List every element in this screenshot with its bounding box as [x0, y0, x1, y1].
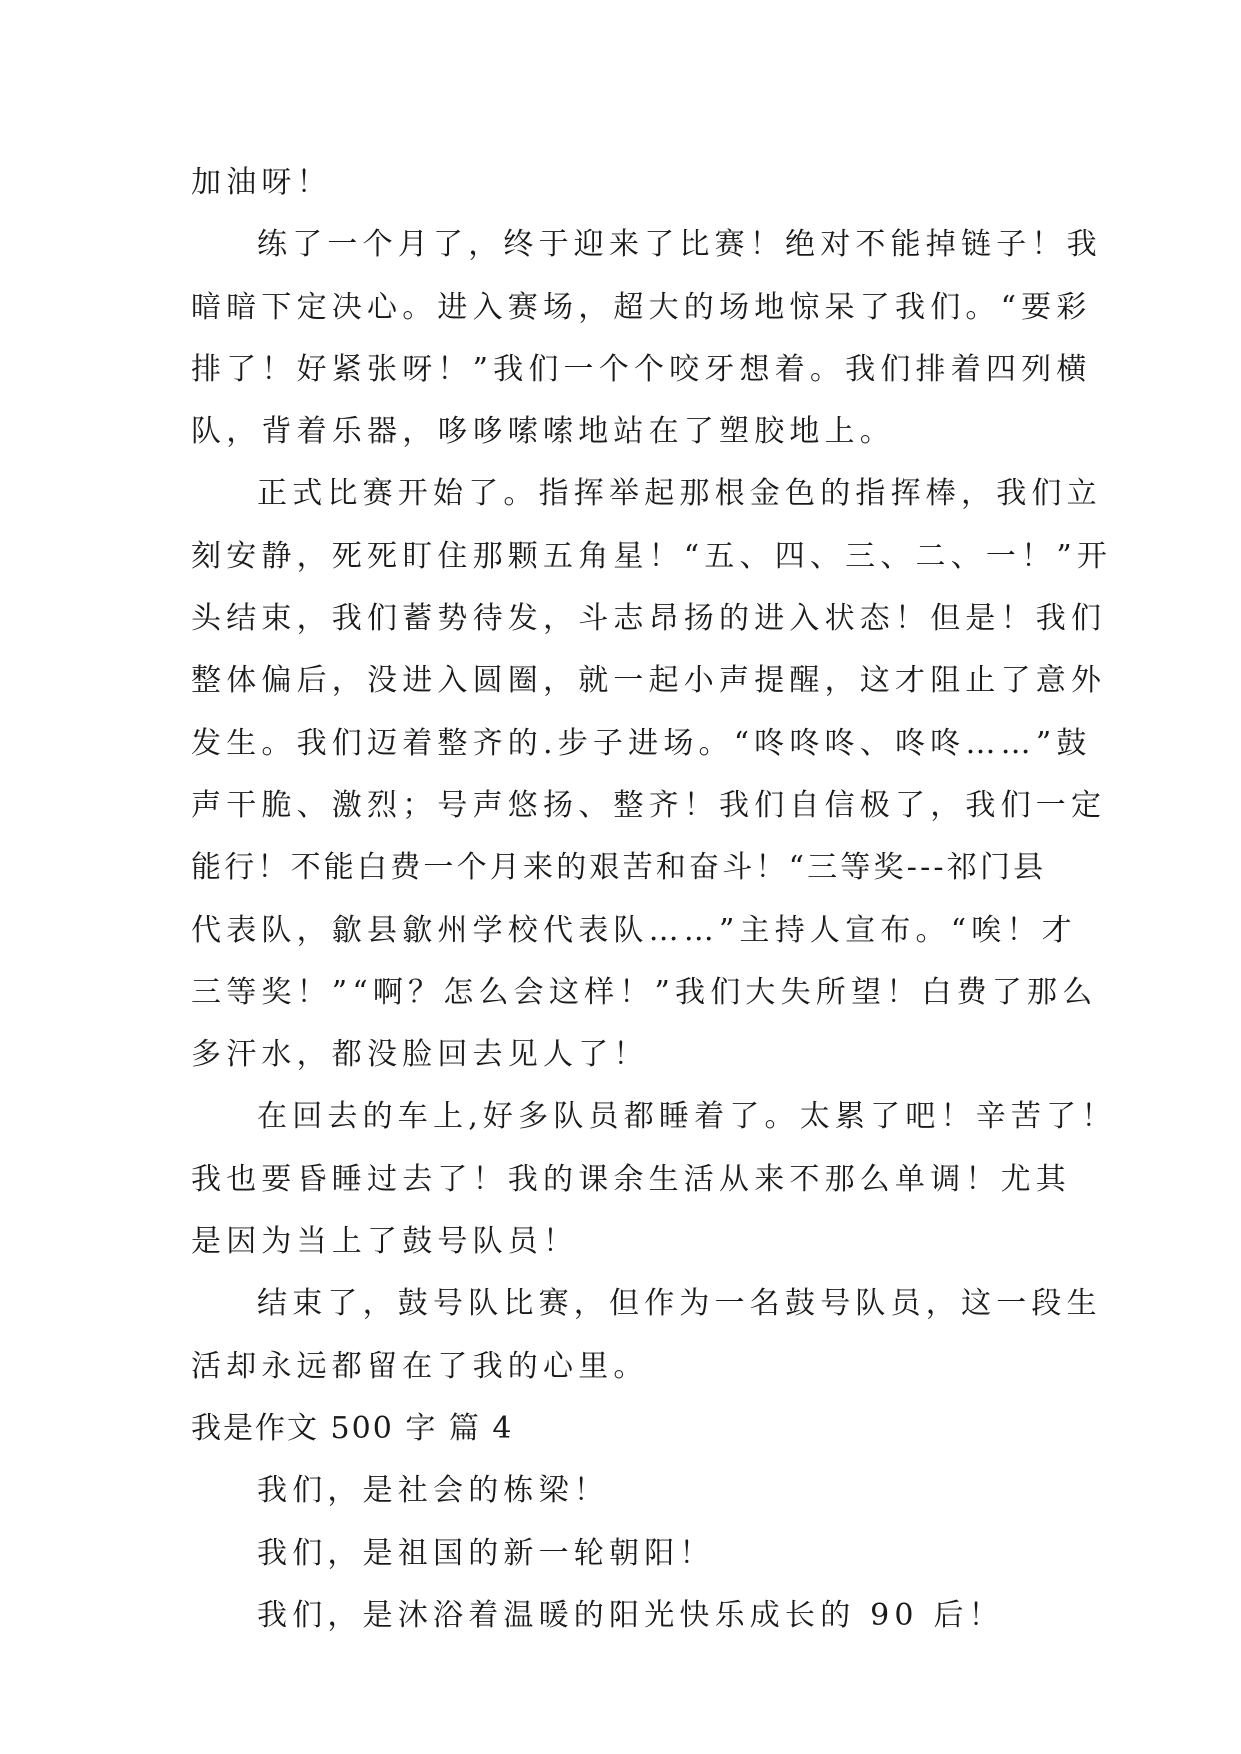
- text-line: 声干脆、激烈；号声悠扬、整齐！我们自信极了，我们一定: [191, 787, 1107, 823]
- text-line: 我也要昏睡过去了！我的课余生活从来不那么单调！尤其: [191, 1161, 1071, 1197]
- paragraph-start: 我们，是社会的栋梁！: [257, 1473, 609, 1509]
- text-line: 代表队，歙县歙州学校代表队……”主持人宣布。“唉！才: [191, 912, 1077, 948]
- section-heading: 我是作文 500 字 篇 4: [191, 1410, 514, 1446]
- text-line: 头结束，我们蓄势待发，斗志昂扬的进入状态！但是！我们: [191, 601, 1107, 637]
- text-line: 排了！好紧张呀！”我们一个个咬牙想着。我们排着四列横: [191, 351, 1092, 387]
- text-line: 发生。我们迈着整齐的.步子进场。“咚咚咚、咚咚……”鼓: [191, 725, 1092, 761]
- text-line: 能行！不能白费一个月来的艰苦和奋斗！“三等奖---祁门县: [191, 850, 1047, 886]
- paragraph-start: 在回去的车上,好多队员都睡着了。太累了吧！辛苦了！: [257, 1099, 1117, 1135]
- paragraph-start: 我们，是沐浴着温暖的阳光快乐成长的 90 后！: [257, 1597, 1004, 1633]
- paragraph-start: 结束了，鼓号队比赛，但作为一名鼓号队员，这一段生: [257, 1286, 1102, 1322]
- text-line: 队，背着乐器，哆哆嗦嗦地站在了塑胶地上。: [191, 414, 895, 450]
- text-line: 刻安静，死死盯住那颗五角星！“五、四、三、二、一！”开: [191, 538, 1113, 574]
- text-line: 整体偏后，没进入圆圈，就一起小声提醒，这才阻止了意外: [191, 663, 1107, 699]
- paragraph-start: 正式比赛开始了。指挥举起那根金色的指挥棒，我们立: [257, 476, 1102, 512]
- text-line: 活却永远都留在了我的心里。: [191, 1348, 649, 1384]
- document-page: [191, 152, 1117, 1647]
- text-line: 多汗水，都没脸回去见人了！: [191, 1037, 649, 1073]
- text-line: 三等奖！”“啊？怎么会这样！”我们大失所望！白费了那么: [191, 974, 1098, 1010]
- paragraph-start: 练了一个月了，终于迎来了比赛！绝对不能掉链子！我: [257, 227, 1102, 263]
- paragraph-start: 我们，是祖国的新一轮朝阳！: [257, 1535, 715, 1571]
- text-line: 暗暗下定决心。进入赛场，超大的场地惊呆了我们。“要彩: [191, 289, 1092, 325]
- text-line: 加油呀！: [191, 165, 332, 200]
- text-line: 是因为当上了鼓号队员！: [191, 1224, 579, 1260]
